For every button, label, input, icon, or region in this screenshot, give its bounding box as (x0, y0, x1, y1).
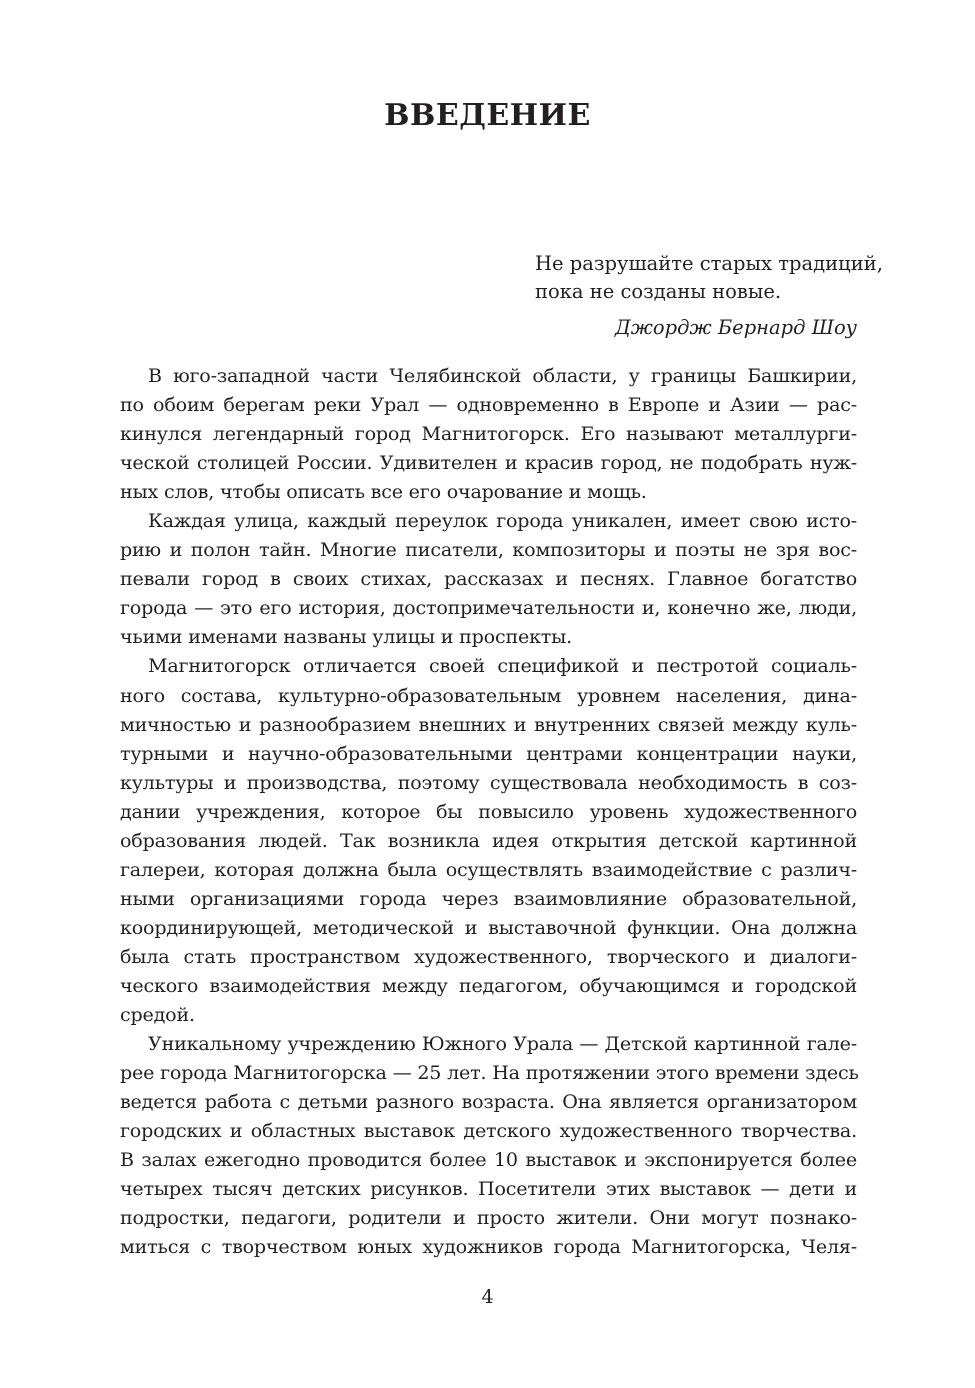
paragraph-line: городских и областных выставок детского художественного творчества. (120, 1119, 857, 1143)
paragraph-line: четырех тысяч детских рисунков. Посетители этих выставок — дети и (120, 1177, 857, 1201)
paragraph-line: В залах ежегодно проводится более 10 выставок и экспонируется более (120, 1148, 857, 1172)
paragraph-line: ными организациями города через взаимовлияние образовательной, (120, 886, 857, 910)
paragraph-line: мичностью и разнообразием внешних и внутренних связей между куль- (120, 712, 857, 736)
paragraph-line: образования людей. Так возникла идея открытия детской картинной (120, 828, 857, 852)
page-title: ВВЕДЕНИЕ (384, 98, 591, 133)
paragraph-line: чьими именами названы улицы и проспекты. (120, 625, 573, 649)
epigraph-line: Не разрушайте старых традиций, (535, 252, 883, 275)
paragraph-line: Магнитогорск отличается своей спецификой и пестротой социаль- (148, 654, 857, 678)
paragraph-line: кинулся легендарный город Магнитогорск. Его называют металлурги- (120, 422, 857, 446)
paragraph-line: по обоим берегам реки Урал — одновременно в Европе и Азии — рас- (120, 393, 857, 417)
paragraph-line: певали город в своих стихах, рассказах и песнях. Главное богатство (120, 567, 857, 591)
paragraph-line: Каждая улица, каждый переулок города уникален, имеет свою исто- (148, 509, 857, 533)
epigraph (535, 250, 883, 342)
paragraph-line: ческой столицей России. Удивителен и красив город, не подобрать нуж- (120, 451, 857, 475)
paragraph-line: ческого взаимодействия между педагогом, обучающимся и городской (120, 973, 857, 997)
paragraph-line: дании учреждения, которое бы повысило уровень художественного (120, 799, 857, 823)
epigraph-line: пока не созданы новые. (535, 280, 782, 303)
page-number: 4 (481, 1286, 494, 1308)
paragraph-line: миться с творчеством юных художников города Магнитогорска, Челя- (120, 1235, 857, 1259)
paragraph-line: была стать пространством художественного, творческого и диалоги- (120, 944, 857, 968)
paragraph-line: ного состава, культурно-образовательным уровнем населения, дина- (120, 683, 857, 707)
paragraph-line: турными и научно-образовательными центрами концентрации науки, (120, 741, 857, 765)
paragraph-line: средой. (120, 1003, 195, 1027)
epigraph-author: Джордж Бернард Шоу (614, 316, 857, 339)
paragraph-line: рее города Магнитогорска — 25 лет. На протяжении этого времени здесь (120, 1061, 859, 1085)
paragraph-line: ведется работа с детьми разного возраста. Она является организатором (120, 1090, 857, 1114)
paragraph-line: подростки, педагоги, родители и просто жители. Они могут познако- (120, 1206, 857, 1230)
paragraph-line: рию и полон тайн. Многие писатели, композиторы и поэты не зря вос- (120, 538, 857, 562)
paragraph-line: ных слов, чтобы описать все его очарование и мощь. (120, 480, 647, 504)
paragraph-line: В юго-западной части Челябинской области, у границы Башкирии, (148, 364, 857, 387)
paragraph-line: Уникальному учреждению Южного Урала — Детской картинной гале- (148, 1032, 857, 1056)
paragraph-line: координирующей, методической и выставочной функции. Она должна (120, 915, 857, 939)
paragraph-line: галереи, которая должна была осуществлять взаимодействие с различ- (120, 857, 857, 881)
body-text (120, 361, 857, 1261)
paragraph-line: города — это его история, достопримечательности и, конечно же, люди, (120, 596, 857, 620)
paragraph-line: культуры и производства, поэтому существовала необходимость в соз- (120, 770, 857, 794)
